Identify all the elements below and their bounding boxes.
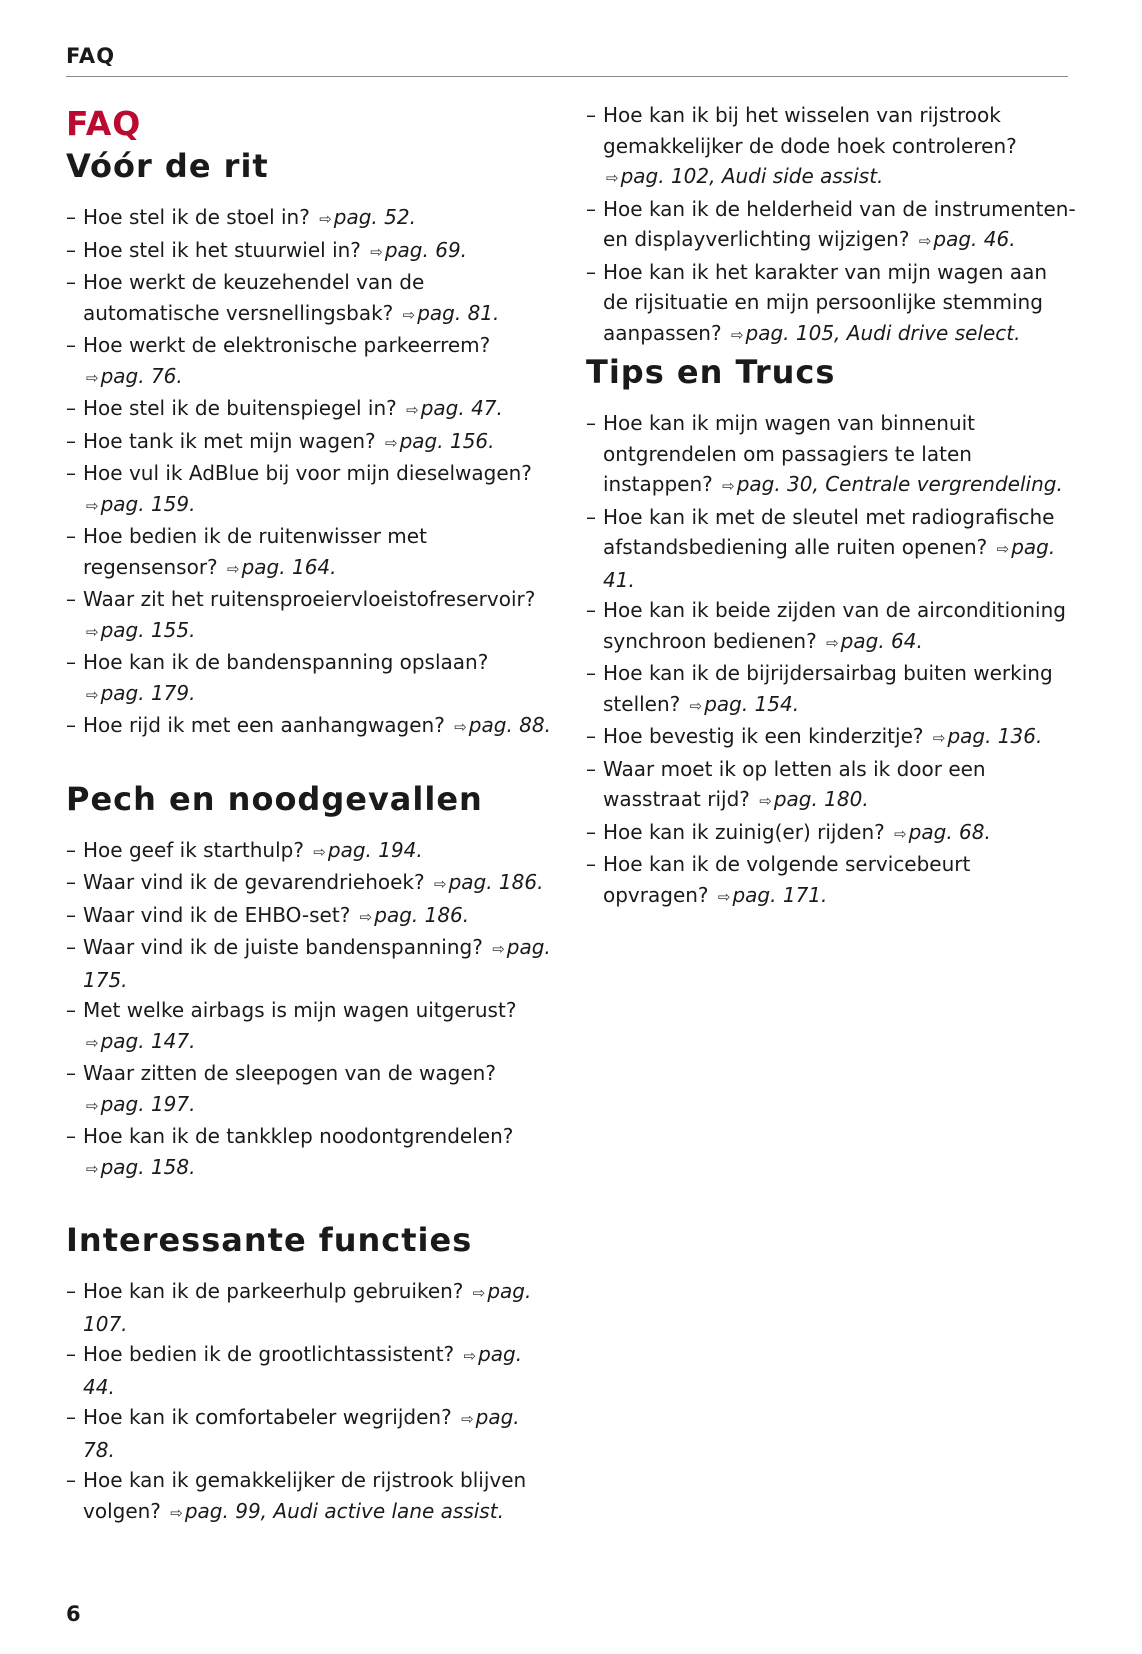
page-reference-link[interactable]	[715, 883, 827, 907]
reference-arrow-icon: ⇨	[894, 824, 907, 843]
page-reference-text: pag. 76.	[100, 363, 183, 388]
reference-arrow-icon: ⇨	[359, 907, 373, 926]
page-reference-text: pag. 155.	[100, 617, 196, 642]
page-title: FAQ	[66, 104, 142, 143]
faq-section-pech-en-noodgevallen	[66, 777, 556, 1185]
faq-item	[66, 1121, 556, 1184]
faq-question: Hoe werkt de keuzehendel van de automatische versnellingsbak?	[83, 270, 425, 325]
page-reference-text: pag. 81.	[417, 300, 500, 325]
faq-list	[66, 1276, 556, 1528]
page-reference-link[interactable]	[431, 870, 543, 894]
reference-arrow-icon: ⇨	[472, 1284, 486, 1302]
faq-question: Hoe kan ik beide zijden van de airconditioning synchroon bedienen?	[603, 598, 1066, 653]
reference-arrow-icon: ⇨	[996, 540, 1010, 558]
reference-arrow-icon: ⇨	[86, 1033, 99, 1052]
page-reference-text: pag. 105, Audi drive select.	[745, 320, 1021, 345]
page-reference-text: pag. 180.	[773, 787, 869, 811]
list-dash: –	[66, 837, 76, 862]
reference-arrow-icon: ⇨	[406, 401, 419, 419]
reference-arrow-icon: ⇨	[461, 1410, 474, 1428]
page-reference-link[interactable]	[916, 227, 1016, 251]
section-heading: Pech en noodgevallen	[66, 779, 483, 818]
faq-item	[66, 835, 556, 868]
list-dash: –	[66, 1061, 76, 1085]
page-reference-link[interactable]	[167, 1499, 504, 1523]
list-dash: –	[66, 524, 76, 548]
faq-question: Hoe tank ik met mijn wagen?	[83, 428, 376, 453]
faq-item	[66, 267, 556, 330]
page-reference-link[interactable]	[687, 692, 799, 716]
page-reference-text: pag. 179.	[100, 680, 196, 705]
reference-arrow-icon: ⇨	[433, 875, 447, 893]
left-sections	[66, 144, 556, 1528]
reference-arrow-icon: ⇨	[717, 887, 731, 906]
faq-item	[66, 1058, 556, 1121]
list-dash: –	[66, 713, 76, 737]
page-reference-text: pag. 52.	[333, 205, 416, 229]
faq-question: Hoe kan ik bij het wisselen van rijstrook gemakkelijker de dode hoek controleren?	[603, 103, 1017, 158]
faq-question: Met welke airbags is mijn wagen uitgerust?	[83, 998, 517, 1022]
reference-arrow-icon: ⇨	[319, 210, 332, 228]
list-dash: –	[66, 998, 76, 1022]
reference-arrow-icon: ⇨	[227, 559, 240, 578]
page-reference-link[interactable]	[367, 238, 467, 262]
faq-item	[586, 817, 1076, 850]
page-reference-link[interactable]	[756, 787, 868, 811]
list-dash: –	[586, 724, 596, 748]
faq-item	[66, 426, 556, 459]
page-reference-link[interactable]	[83, 1029, 195, 1053]
faq-item	[66, 330, 556, 393]
faq-item	[586, 754, 1076, 817]
faq-list	[66, 835, 556, 1185]
page-reference-text: pag. 102, Audi side assist.	[620, 164, 884, 188]
page-reference-text: pag. 159.	[100, 491, 196, 516]
continued-faq-list	[586, 100, 1076, 350]
page-reference-text: pag. 154.	[704, 691, 800, 716]
list-dash: –	[586, 196, 596, 221]
faq-question: Hoe geef ik starthulp?	[83, 837, 304, 862]
page-reference-text: pag. 186.	[448, 870, 544, 894]
list-dash: –	[586, 852, 596, 876]
page-reference-text: pag. 46.	[933, 227, 1016, 251]
faq-item	[66, 458, 556, 521]
list-dash: –	[66, 1342, 76, 1366]
reference-arrow-icon: ⇨	[759, 792, 772, 810]
page-reference-text: pag. 69.	[384, 237, 468, 262]
page-reference-text: pag. 194.	[327, 837, 423, 862]
faq-item	[66, 900, 556, 933]
faq-item	[66, 393, 556, 426]
faq-question: Hoe kan ik gemakkelijker de rijstrook blijven volgen?	[83, 1468, 527, 1523]
page-reference-text: pag. 41.	[603, 535, 1056, 592]
section-heading: Tips en Trucs	[586, 353, 836, 391]
faq-question: Hoe kan ik het karakter van mijn wagen aan de rijsituatie en mijn persoonlijke stemming aanpassen?	[603, 259, 1047, 345]
left-column	[66, 100, 556, 1562]
section-heading: Vóór de rit	[66, 147, 269, 185]
faq-question: Hoe kan ik de bandenspanning opslaan?	[83, 650, 489, 674]
list-dash: –	[66, 428, 76, 453]
faq-question: Hoe kan ik zuinig(er) rijden?	[603, 819, 885, 844]
list-dash: –	[66, 1468, 76, 1492]
faq-item	[66, 710, 556, 743]
faq-question: Hoe rijd ik met een aanhangwagen?	[83, 713, 445, 737]
list-dash: –	[66, 1124, 76, 1148]
faq-list	[66, 202, 556, 743]
reference-arrow-icon: ⇨	[370, 242, 383, 261]
list-dash: –	[66, 396, 76, 420]
reference-arrow-icon: ⇨	[932, 729, 946, 747]
faq-question: Hoe kan ik de parkeerhulp gebruiken?	[83, 1279, 464, 1303]
faq-item	[66, 584, 556, 647]
faq-question: Hoe kan ik met de sleutel met radiografische afstandsbediening alle ruiten openen?	[603, 504, 1055, 559]
faq-item	[586, 194, 1076, 257]
page-reference-text: pag. 47.	[420, 396, 503, 420]
reference-arrow-icon: ⇨	[826, 633, 839, 652]
faq-item	[66, 932, 556, 995]
faq-question: Hoe kan ik de helderheid van de instrumenten- en displayverlichting wijzigen?	[603, 196, 1076, 251]
page-reference-text: pag. 171.	[732, 882, 828, 907]
page-reference-link[interactable]	[357, 903, 469, 927]
faq-item	[66, 647, 556, 710]
faq-question: Waar vind ik de EHBO-set?	[83, 902, 351, 927]
list-dash: –	[586, 259, 596, 284]
reference-arrow-icon: ⇨	[170, 1503, 183, 1522]
list-dash: –	[66, 935, 76, 959]
page-reference-link[interactable]	[891, 820, 991, 844]
page-reference-text: pag. 68.	[908, 819, 991, 844]
faq-question: Hoe kan ik de bijrijdersairbag buiten werking stellen?	[603, 661, 1053, 716]
list-dash: –	[586, 103, 596, 127]
faq-item	[586, 721, 1076, 754]
page-reference-text: pag. 197.	[100, 1091, 196, 1116]
header-divider	[66, 76, 1068, 77]
faq-question: Hoe bevestig ik een kinderzitje?	[603, 724, 924, 748]
reference-arrow-icon: ⇨	[86, 685, 99, 704]
page-reference-text: pag. 147.	[100, 1028, 196, 1053]
reference-arrow-icon: ⇨	[402, 305, 416, 324]
page-reference-link[interactable]	[310, 838, 422, 862]
page-reference-link[interactable]	[719, 472, 1063, 496]
page-reference-text: pag. 158.	[100, 1154, 196, 1179]
page-reference-link[interactable]	[83, 1155, 195, 1179]
list-dash: –	[66, 270, 76, 294]
faq-item	[586, 849, 1076, 912]
page-reference-text: pag. 99, Audi active lane assist.	[184, 1498, 504, 1523]
page-reference-link[interactable]	[400, 301, 500, 325]
faq-item	[586, 257, 1076, 351]
faq-item	[66, 1339, 556, 1402]
reference-arrow-icon: ⇨	[730, 325, 744, 344]
page-reference-link[interactable]	[451, 713, 551, 737]
reference-arrow-icon: ⇨	[86, 496, 99, 515]
list-dash: –	[66, 461, 76, 485]
page-reference-link[interactable]	[930, 724, 1042, 748]
page-reference-link[interactable]	[83, 364, 183, 388]
list-dash: –	[66, 587, 76, 611]
faq-question: Waar zitten de sleepogen van de wagen?	[83, 1061, 496, 1085]
list-dash: –	[586, 819, 596, 844]
faq-item	[586, 408, 1076, 502]
reference-arrow-icon: ⇨	[492, 940, 505, 958]
faq-item	[66, 202, 556, 235]
right-sections	[586, 350, 1076, 912]
faq-list	[586, 408, 1076, 912]
faq-question: Waar moet ik op letten als ik door een wasstraat rijd?	[603, 756, 986, 811]
reference-arrow-icon: ⇨	[918, 232, 932, 250]
list-dash: –	[66, 1405, 76, 1429]
page-reference-link[interactable]	[83, 681, 195, 705]
reference-arrow-icon: ⇨	[606, 169, 619, 187]
page-reference-text: pag. 164.	[241, 554, 337, 579]
faq-question: Hoe kan ik mijn wagen van binnenuit ontgrendelen om passagiers te laten instappen?	[603, 411, 976, 496]
faq-section-voor-de-rit	[66, 144, 556, 743]
faq-item	[66, 1402, 556, 1465]
list-dash: –	[66, 870, 76, 894]
page-reference-text: pag. 30, Centrale vergrendeling.	[736, 472, 1063, 496]
faq-question: Hoe bedien ik de ruitenwisser met regensensor?	[83, 524, 427, 579]
faq-item	[66, 1276, 556, 1339]
reference-arrow-icon: ⇨	[463, 1347, 477, 1365]
page-reference-text: pag. 88.	[468, 713, 551, 737]
page-reference-text: pag. 44.	[83, 1342, 523, 1399]
right-column	[586, 100, 1076, 946]
reference-arrow-icon: ⇨	[86, 622, 99, 641]
list-dash: –	[66, 650, 76, 674]
faq-question: Hoe kan ik de volgende servicebeurt opvragen?	[603, 852, 971, 907]
faq-question: Hoe stel ik de stoel in?	[83, 205, 310, 229]
reference-arrow-icon: ⇨	[385, 433, 398, 452]
faq-question: Hoe kan ik de tankklep noodontgrendelen?	[83, 1124, 514, 1148]
reference-arrow-icon: ⇨	[86, 1096, 99, 1115]
page-reference-link[interactable]	[603, 164, 883, 188]
faq-item	[66, 1465, 556, 1528]
faq-section-interessante-functies	[66, 1218, 556, 1528]
page-reference-link[interactable]	[728, 321, 1021, 345]
faq-item	[66, 995, 556, 1058]
page-number: 6	[66, 1602, 81, 1626]
page-reference-link[interactable]	[83, 1092, 195, 1116]
faq-section-tips-en-trucs	[586, 350, 1076, 912]
faq-item	[66, 867, 556, 900]
faq-question: Hoe kan ik comfortabeler wegrijden?	[83, 1405, 452, 1429]
faq-item	[66, 235, 556, 268]
faq-question: Waar vind ik de gevarendriehoek?	[83, 870, 425, 894]
reference-arrow-icon: ⇨	[722, 477, 735, 495]
page-reference-text: pag. 78.	[83, 1405, 520, 1462]
page-reference-text: pag. 186.	[374, 902, 470, 927]
page-reference-link[interactable]	[403, 396, 503, 420]
section-heading: Interessante functies	[66, 1221, 473, 1259]
list-dash: –	[586, 756, 596, 781]
page-reference-text: pag. 156.	[399, 428, 495, 453]
faq-item	[586, 502, 1076, 596]
reference-arrow-icon: ⇨	[454, 718, 467, 736]
faq-question: Hoe stel ik de buitenspiegel in?	[83, 396, 397, 420]
page-reference-link[interactable]	[83, 618, 195, 642]
faq-question: Waar zit het ruitensproeiervloeistofreservoir?	[83, 587, 536, 611]
page-reference-text: pag. 175.	[83, 935, 551, 992]
faq-item	[586, 595, 1076, 658]
page-reference-link[interactable]	[224, 555, 336, 579]
running-header: FAQ	[66, 44, 116, 68]
faq-item	[586, 100, 1076, 194]
list-dash: –	[66, 902, 76, 927]
page-reference-text: pag. 64.	[840, 628, 923, 653]
faq-item	[66, 521, 556, 584]
page-reference-text: pag. 136.	[947, 724, 1043, 748]
page-reference-link[interactable]	[316, 205, 416, 229]
faq-item	[586, 658, 1076, 721]
reference-arrow-icon: ⇨	[313, 842, 326, 861]
page-reference-link[interactable]	[823, 629, 923, 653]
faq-question: Waar vind ik de juiste bandenspanning?	[83, 935, 483, 959]
page-reference-text: pag. 107.	[83, 1279, 532, 1336]
list-dash: –	[66, 1279, 76, 1303]
page-reference-link[interactable]	[83, 492, 195, 516]
list-dash: –	[66, 205, 76, 229]
reference-arrow-icon: ⇨	[86, 1159, 99, 1178]
reference-arrow-icon: ⇨	[86, 368, 99, 387]
list-dash: –	[586, 598, 596, 622]
list-dash: –	[586, 411, 596, 435]
faq-question: Hoe vul ik AdBlue bij voor mijn dieselwagen?	[83, 461, 532, 485]
faq-question: Hoe stel ik het stuurwiel in?	[83, 237, 361, 262]
faq-question: Hoe werkt de elektronische parkeerrem?	[83, 333, 491, 357]
list-dash: –	[586, 504, 596, 529]
list-dash: –	[66, 237, 76, 262]
faq-question: Hoe bedien ik de grootlichtassistent?	[83, 1342, 455, 1366]
reference-arrow-icon: ⇨	[689, 696, 703, 715]
page-reference-link[interactable]	[382, 429, 494, 453]
list-dash: –	[66, 333, 76, 357]
list-dash: –	[586, 661, 596, 685]
